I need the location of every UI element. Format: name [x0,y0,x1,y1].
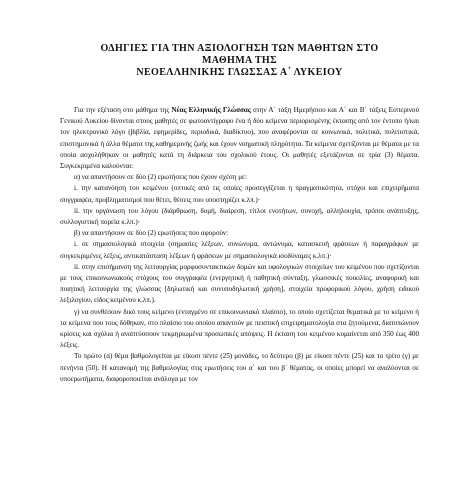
title-line: ΝΕΟΕΛΛΗΝΙΚΗΣ ΓΛΩΣΣΑΣ Α΄ ΛΥΚΕΙΟΥ [136,67,343,78]
document-page [0,43,453,496]
paragraph: β) να απαντήσουν σε δύο (2) ερωτήσεις που αφορούν: [74,229,229,238]
intro-text-rest: στην Α΄ τάξη Ημερήσιου και Α΄ και Β΄ τάξεις Εσπερινού Γενικού Λυκείου δίνονται στους μαθητές σε φωτοαντίγραφο ένα ή δύο κείμενα περιορισμένης έκτασης από τον έντυπο ή/και τον ηλεκτρονικό λόγο (βιβλία, εφημερίδες, περιοδικά, διαδίκτυο), που αναφέρονται σε κοινωνικά, πολιτικά, πολιτιστικά, επιστημονικά ή άλλα θέματα της καθημερινής ζωής και έχουν νοηματική πληρότητα. Τα κείμενα σχετίζονται με θέματα με τα οποία ασχολήθηκαν οι μαθητές κατά τη διάρκεια του σχολικού έτους. Οι μαθητές εξετάζονται σε τρία (3) θέματα. Συγκεκριμένα καλούνται: [60,106,419,171]
intro-paragraph [60,105,419,172]
title-line: ΜΑΘΗΜΑ ΤΗΣ [201,55,278,66]
document-body [60,105,419,385]
paragraph: ii. στην επισήμανση της λειτουργίας μορφοσυντακτικών δομών και υφολογικών στοιχείων του κειμένου που σχετίζονται με τους επικοινωνιακούς στόχους του συγγραφέα (ενεργητική ή παθητική σύνταξη, γλωσσικές ποικιλίες, αναφορική και ποιητική λειτουργία της γλώσσας [δηλωτική και συνυποδηλωτική χρήση], στοιχεία προφορικού λόγου, χρήση ειδικού λεξιλογίου, είδος κειμένου κ.λπ.). [60,262,419,305]
paragraph: γ) να συνθέσουν δικό τους κείμενο (ενταγμένο σε επικοινωνιακό πλαίσιο), το οποίο σχετίζεται θεματικά με το κείμενο ή τα κείμενα που τους δόθηκαν, στο πλαίσιο του οποίου απαντούν με πειστική επιχειρηματολογία στα ζητούμενα, διατυπώνουν κρίσεις και σχόλια ή αναπτύσσουν τεκμηριωμένα προσωπικές απόψεις. Η έκταση του κειμένου κυμαίνεται από 350 έως 400 λέξεις. [60,307,419,350]
paragraph: i. την κατανόηση του κειμένου (οπτικές από τις οποίες προσεγγίζεται η πραγματικότητα, στόχοι και επιχειρήματα συγγραφέα, προβληματισμοί που θέτει, θέσεις που υποστηρίζει κ.λπ.)· [60,184,419,204]
paragraph: α) να απαντήσουν σε δύο (2) ερωτήσεις που έχουν σχέση με: [74,173,247,182]
intro-text-start: Για την εξέταση στο μάθημα της [74,106,172,114]
document-title [60,43,419,79]
subject-name: Νέας Ελληνικής Γλώσσας [171,106,251,114]
paragraph: ii. την οργάνωση του λόγου (διάρθρωση, δομή, διαίρεση, τίτλοι ενοτήτων, συνοχή, αλληλουχία, τρόποι ανάπτυξης, συλλογιστική πορεία κ.λπ.)· [60,206,419,227]
title-line: ΟΔΗΓΙΕΣ ΓΙΑ ΤΗΝ ΑΞΙΟΛΟΓΗΣΗ ΤΩΝ ΜΑΘΗΤΩΝ ΣΤΟ [100,43,379,54]
paragraph: Το πρώτο (α) θέμα βαθμολογείται με είκοσι πέντε (25) μονάδες, το δεύτερο (β) με είκοσι πέντε (25) και το τρίτο (γ) με πενήντα (50). Η κατανομή της βαθμολογίας στις ερωτήσεις του α΄ και του β΄ θέματος, οι οποίες μπορεί να αναλύονται σε υποερωτήματα, διαφοροποιείται ανάλογα με τον [60,352,419,383]
paragraph: i. σε σημασιολογικά στοιχεία (σημασίες λέξεων, συνώνυμα, αντώνυμα, κατασκευή φράσεων ή παραγράφων με συγκεκριμένες λέξεις, αντικατάσταση λέξεων ή φράσεων με σημασιολογικά ισοδύναμες κ.λπ.)· [60,240,419,260]
